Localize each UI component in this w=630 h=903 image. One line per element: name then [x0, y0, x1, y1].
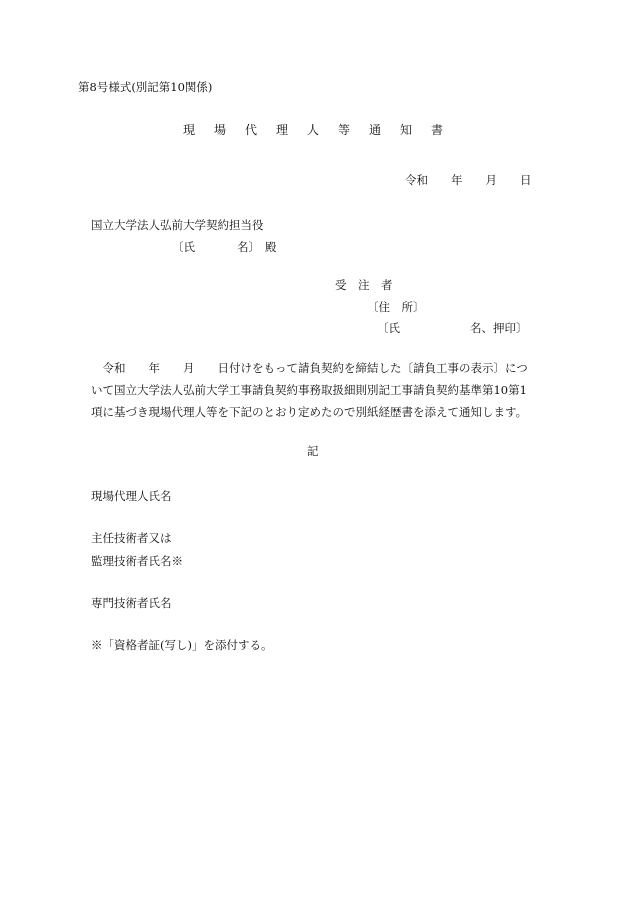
ki-heading: 記 — [307, 444, 319, 458]
body-line-3: 項に基づき現場代理人等を下記のとおり定めたので別紙経歴書を添えて通知します。 — [91, 405, 528, 419]
form-number: 第8号様式(別記第10関係) — [78, 80, 213, 94]
body-line-2: いて国立大学法人弘前大学工事請負契約事務取扱細則別記工事請負契約基準第10第1 — [91, 383, 527, 397]
addressee-name-close: 名〕 — [237, 240, 260, 254]
body-line-1: 令和 年 月 日付けをもって請負契約を締結した〔請負工事の表示〕につ — [91, 361, 528, 375]
addressee-honorific: 殿 — [265, 240, 277, 254]
chief-engineer-label-1: 主任技術者又は — [91, 531, 172, 545]
addressee-org: 国立大学法人弘前大学契約担当役 — [91, 218, 264, 232]
contractor-name-close: 名、押印〕 — [470, 321, 528, 335]
document-date: 令和 年 月 日 — [405, 173, 532, 187]
contractor-label: 受 注 者 — [335, 278, 393, 292]
attachment-note: ※「資格者証(写し)」を添付する。 — [91, 638, 273, 652]
specialist-engineer-label: 専門技術者氏名 — [91, 596, 172, 610]
contractor-address: 〔住 所〕 — [367, 300, 425, 314]
chief-engineer-label-2: 監理技術者氏名※ — [91, 554, 183, 568]
site-agent-label: 現場代理人氏名 — [91, 489, 172, 503]
document-title: 現場代理人等通知書 — [183, 123, 463, 137]
addressee-name-open: 〔氏 — [172, 240, 195, 254]
contractor-name-open: 〔氏 — [377, 321, 400, 335]
